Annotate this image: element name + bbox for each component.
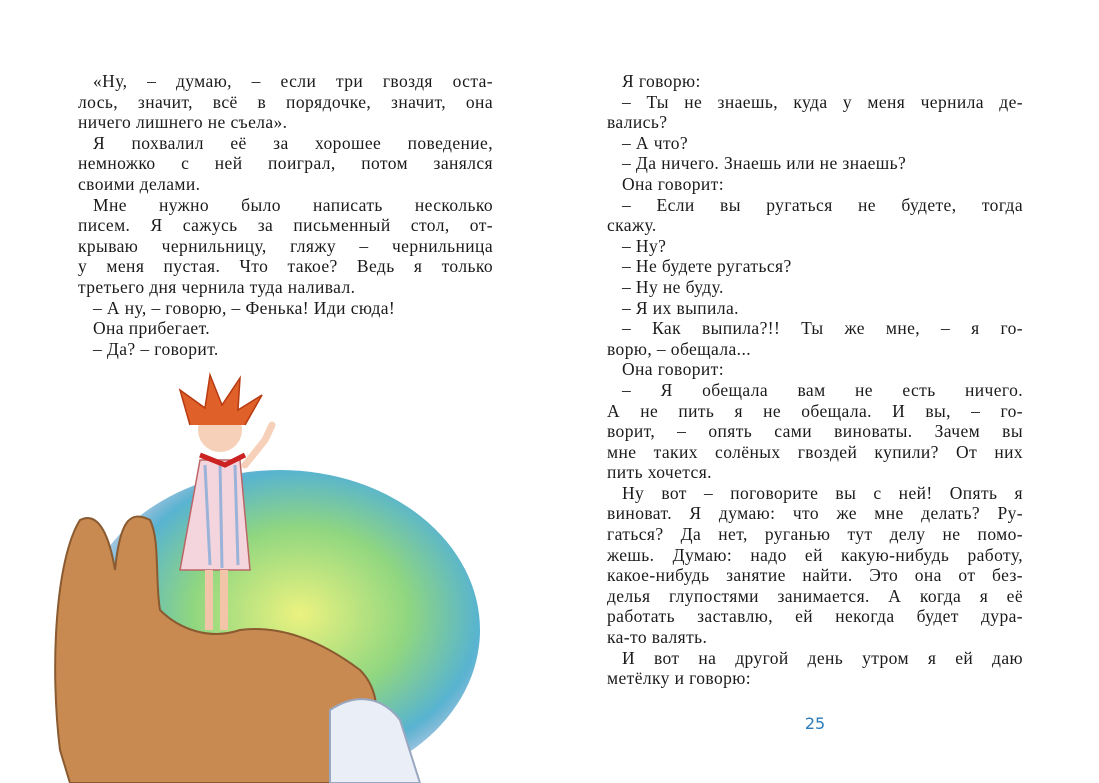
text-line: А не пить я не обещала. И вы, – го- — [607, 400, 1023, 421]
text-line: немножко с ней поиграл, потом занялся — [78, 153, 493, 174]
text-line: писем. Я сажусь за письменный стол, от- — [78, 215, 493, 236]
illustration-girl-on-hand — [40, 370, 480, 783]
text-line: – А ну, – говорю, – Фенька! Иди сюда! — [93, 297, 396, 318]
text-line: «Ну, – думаю, – если три гвоздя оста- — [93, 71, 493, 91]
text-line: гаться? Да нет, руганью тут делу не помо- — [607, 524, 1023, 545]
text-line: – Да ничего. Знаешь или не знаешь? — [622, 153, 907, 174]
text-line: – Как выпила?!! Ты же мне, – я го- — [622, 318, 1023, 339]
text-line: Мне нужно было написать несколько — [93, 194, 493, 215]
text-line: Я похвалил её за хорошее поведение, — [93, 132, 493, 153]
text-line: третьего дня чернила туда наливал. — [78, 276, 356, 297]
text-line: – Ну не буду. — [622, 276, 724, 297]
text-line: Она говорит: — [622, 359, 724, 380]
text-line: – Ну? — [622, 235, 667, 256]
text-line: Я говорю: — [622, 71, 701, 91]
text-line: мне таких солёных гвоздей купили? От них — [607, 441, 1023, 462]
text-line: крываю чернильницу, гляжу – чернильница — [78, 235, 493, 256]
text-line: жешь. Думаю: надо ей какую-нибудь работу, — [607, 544, 1023, 565]
text-line: делья глупостями занимается. А когда я её — [607, 585, 1023, 606]
text-line: – Если вы ругаться не будете, тогда — [622, 194, 1023, 215]
text-line: И вот на другой день утром я ей даю — [622, 647, 1023, 668]
text-line: скажу. — [607, 215, 657, 236]
text-line: – Я их выпила. — [622, 297, 739, 318]
text-line: какое-нибудь занятие найти. Это она от без- — [607, 565, 1023, 586]
text-line: у меня пустая. Что такое? Ведь я только — [78, 256, 493, 277]
text-line: Ну вот – поговорите вы с ней! Опять я — [622, 482, 1023, 503]
text-line: ворит, – опять сами виноваты. Зачем вы — [607, 421, 1023, 442]
left-page-text — [78, 71, 493, 359]
text-line: – Я обещала вам не есть ничего. — [622, 379, 1023, 400]
page-number: 25 — [804, 714, 826, 733]
text-line: вались? — [607, 112, 668, 133]
text-line: пить хочется. — [607, 462, 712, 483]
text-line: – Не будете ругаться? — [622, 256, 792, 277]
text-line: виноват. Я думаю: что же мне делать? Ру- — [607, 503, 1023, 524]
text-line: работать заставлю, ей некогда будет дура- — [607, 606, 1023, 627]
text-line: – Да? – говорит. — [93, 338, 219, 359]
text-line: лось, значит, всё в порядочке, значит, она — [78, 91, 493, 112]
right-page-text — [607, 71, 1023, 689]
text-line: своими делами. — [78, 173, 201, 194]
text-line: Она говорит: — [622, 173, 724, 194]
text-line: ка-то валять. — [607, 627, 708, 648]
text-line: ничего лишнего не съела». — [78, 112, 288, 133]
text-line: метёлку и говорю: — [607, 668, 751, 689]
text-line: – Ты не знаешь, куда у меня чернила де- — [622, 91, 1023, 112]
text-line: ворю, – обещала... — [607, 338, 752, 359]
text-line: – А что? — [622, 132, 689, 153]
text-line: Она прибегает. — [93, 318, 211, 339]
